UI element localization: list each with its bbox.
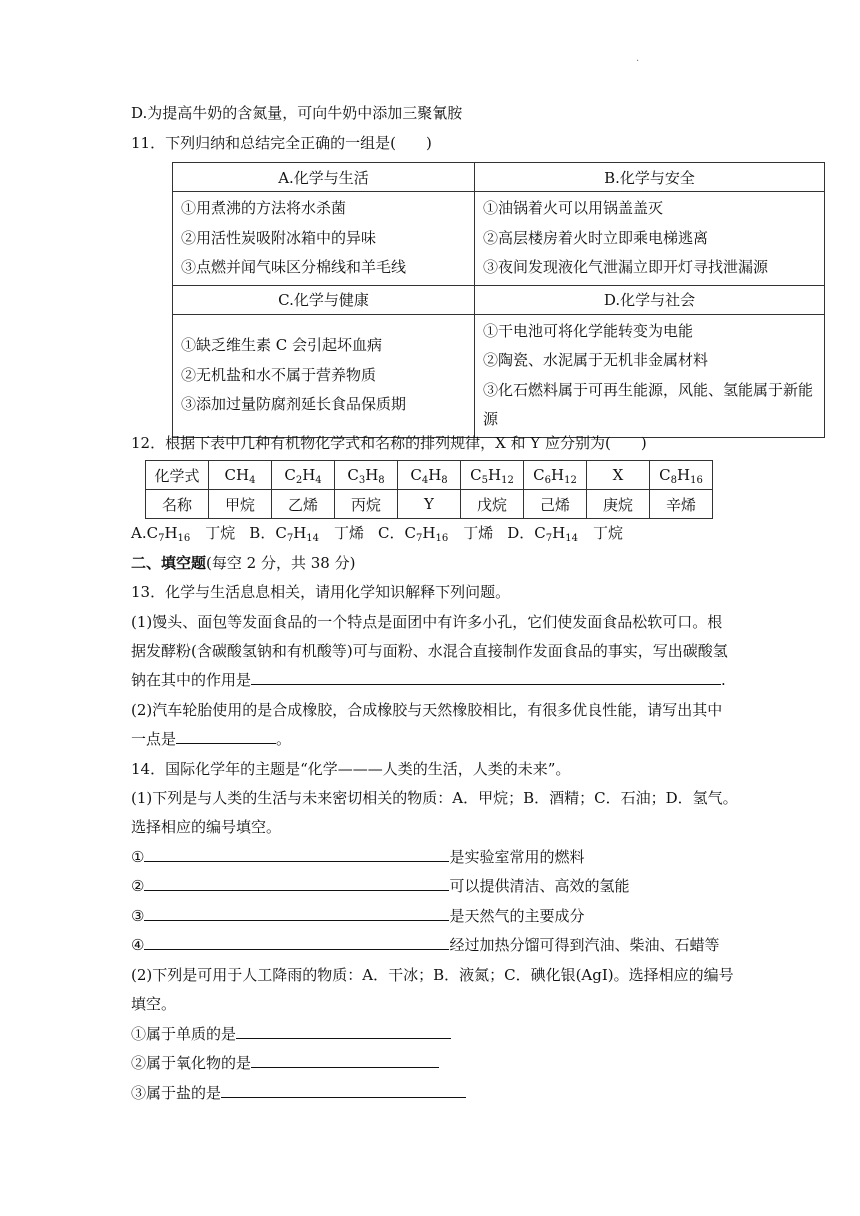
q11-cell-a-title: A.化学与生活 [173,163,475,192]
q13-answer-blank-2[interactable] [176,728,276,744]
q14-sub-fill-2 [131,1052,439,1074]
q11-b-item: ②高层楼房着火时立即乘电梯逃离 [483,228,709,247]
sub-fill-label: ③属于盐的是 [131,1084,222,1102]
q11-stem: 11．下列归纳和总结完全正确的一组是( ) [131,134,432,152]
q14-stem: 14．国际化学年的主题是“化学———人类的生活，人类的未来”。 [131,760,571,778]
q12-name-cell: Y [398,490,461,519]
q10-option-d: D.为提高牛奶的含氮量，可向牛奶中添加三聚氰胺 [131,104,463,122]
q12-option: $A.C_7H_{16}$ 丁烷 [131,524,236,544]
q11-c-item: ③添加过量防腐剂延长食品保质期 [181,395,407,414]
q12-formula-cell: $C_4H_8$ [398,461,461,490]
q13-stem: 13．化学与生活息息相关，请用化学知识解释下列问题。 [131,583,511,601]
q13-p2-end: 。 [276,730,292,748]
q11-d-item: ①干电池可将化学能转变为电能 [483,321,694,340]
q14-answer-blank[interactable] [144,905,449,921]
q13-p1-line1: (1)馒头、面包等发面食品的一个特点是面团中有许多小孔，它们使发面食品松软可口。根 [131,613,723,631]
q11-cell-b [475,192,825,286]
q12-name-cell: 庚烷 [587,490,650,519]
q11-cell-c-title: C.化学与健康 [173,285,475,314]
q12-name-cell: 己烯 [524,490,587,519]
q12-formula-cell: $CH_4$ [209,461,272,490]
q12-name-cell: 甲烷 [209,490,272,519]
q11-cell-a [173,192,475,286]
fill-number: ③ [131,907,145,925]
q12-formula-cell: $C_5H_{12}$ [461,461,524,490]
q13-p1-line3 [131,669,726,691]
q11-a-item: ③点燃并闻气味区分棉线和羊毛线 [181,258,407,276]
q12-formula-cell: $C_6H_{12}$ [524,461,587,490]
q14-answer-blank[interactable] [144,934,449,950]
q13-p1-end: . [721,671,726,689]
fill-number: ② [131,877,145,895]
q11-cell-b-title: B.化学与安全 [475,163,825,192]
q13-answer-blank-1[interactable] [251,669,721,685]
q12-formula-cell: $C_8H_{16}$ [650,461,713,490]
q12-formula-cell: X [587,461,650,490]
q14-answer-blank[interactable] [144,846,449,862]
q14-p1-line1: (1)下列是与人类的生活与未来密切相关的物质：A．甲烷；B．酒精；C．石油；D．氢气。 [131,789,738,807]
q14-answer-blank[interactable] [144,875,449,891]
q14-fill-3 [131,905,584,927]
q12-option: C．$C_7H_{16}$ 丁烯 [378,524,494,544]
q12-name-cell: 辛烯 [650,490,713,519]
fill-text: 经过加热分馏可得到汽油、柴油、石蜡等 [449,936,720,954]
q11-cell-c [173,314,475,437]
q14-sub-fill-1 [131,1023,451,1045]
fill-text: 是天然气的主要成分 [449,907,585,925]
q14-sub-answer-blank[interactable] [221,1082,466,1098]
q13-p2-text: 一点是 [131,730,177,748]
q13-p1-line2: 据发酵粉(含碳酸氢钠和有机酸等)可与面粉、水混合直接制作发面食品的事实，写出碳酸氢 [131,642,728,660]
q14-fill-4 [131,934,719,956]
q13-p2-line2 [131,728,291,750]
q11-d-item: ②陶瓷、水泥属于无机非金属材料 [483,351,709,369]
fill-number: ① [131,848,145,866]
fill-number: ④ [131,936,145,954]
q13-p2-line1: (2)汽车轮胎使用的是合成橡胶，合成橡胶与天然橡胶相比，有很多优良性能，请写出其中 [131,701,723,719]
q12-formula-label: 化学式 [146,461,209,490]
q12-options [131,522,637,544]
q12-name-cell: 乙烯 [272,490,335,519]
q14-fill-2 [131,875,629,897]
q12-name-cell: 戊烷 [461,490,524,519]
q11-a-item: ②用活性炭吸附冰箱中的异味 [181,228,377,247]
q11-c-item: ②无机盐和水不属于营养物质 [181,365,377,384]
q11-cell-d-title: D.化学与社会 [475,285,825,314]
section2-title: 二、填空题 [131,554,207,572]
q11-b-item: ③夜间发现液化气泄漏立即开灯寻找泄漏源 [483,258,769,276]
sub-fill-label: ①属于单质的是 [131,1025,237,1043]
q12-formula-cell: $C_3H_8$ [335,461,398,490]
fill-text: 是实验室常用的燃料 [449,848,585,866]
q11-table [172,162,825,438]
q14-sub-answer-blank[interactable] [251,1052,439,1068]
q11-cell-d [475,314,825,437]
q11-b-item: ①油锅着火可以用锅盖盖灭 [483,199,664,217]
q12-option: B．$C_7H_{14}$ 丁烯 [249,524,365,544]
q13-p1-text: 钠在其中的作用是 [131,671,252,689]
q12-formula-cell: $C_2H_4$ [272,461,335,490]
q12-stem: 12．根据下表中几种有机物化学式和名称的排列规律，X 和 Y 应分别为( ) [131,434,647,452]
q11-c-item: ①缺乏维生素 C 会引起坏血病 [181,336,383,355]
section2-note: (每空 2 分，共 38 分) [206,554,356,572]
q12-option: D．$C_7H_{14}$ 丁烷 [507,524,623,544]
q12-table [145,460,713,519]
q11-a-item: ①用煮沸的方法将水杀菌 [181,199,347,217]
q12-name-cell: 丙烷 [335,490,398,519]
q14-fill-1 [131,846,584,868]
q11-d-item: ③化石燃料属于可再生能源，风能、氢能属于新能源 [483,380,814,428]
q14-p2-line1: (2)下列是可用于人工降雨的物质：A．干冰；B．液氮；C．碘化银(AgI)。选择相应的编号 [131,966,734,984]
q14-p2-line2: 填空。 [131,995,177,1013]
fill-text: 可以提供清洁、高效的氢能 [449,877,630,895]
section2-heading [131,552,355,574]
header-dot: · [636,56,640,67]
q12-name-label: 名称 [146,490,209,519]
q14-sub-fill-3 [131,1082,466,1104]
q14-p1-line2: 选择相应的编号填空。 [131,818,282,836]
q14-sub-answer-blank[interactable] [236,1023,451,1039]
sub-fill-label: ②属于氧化物的是 [131,1054,252,1072]
